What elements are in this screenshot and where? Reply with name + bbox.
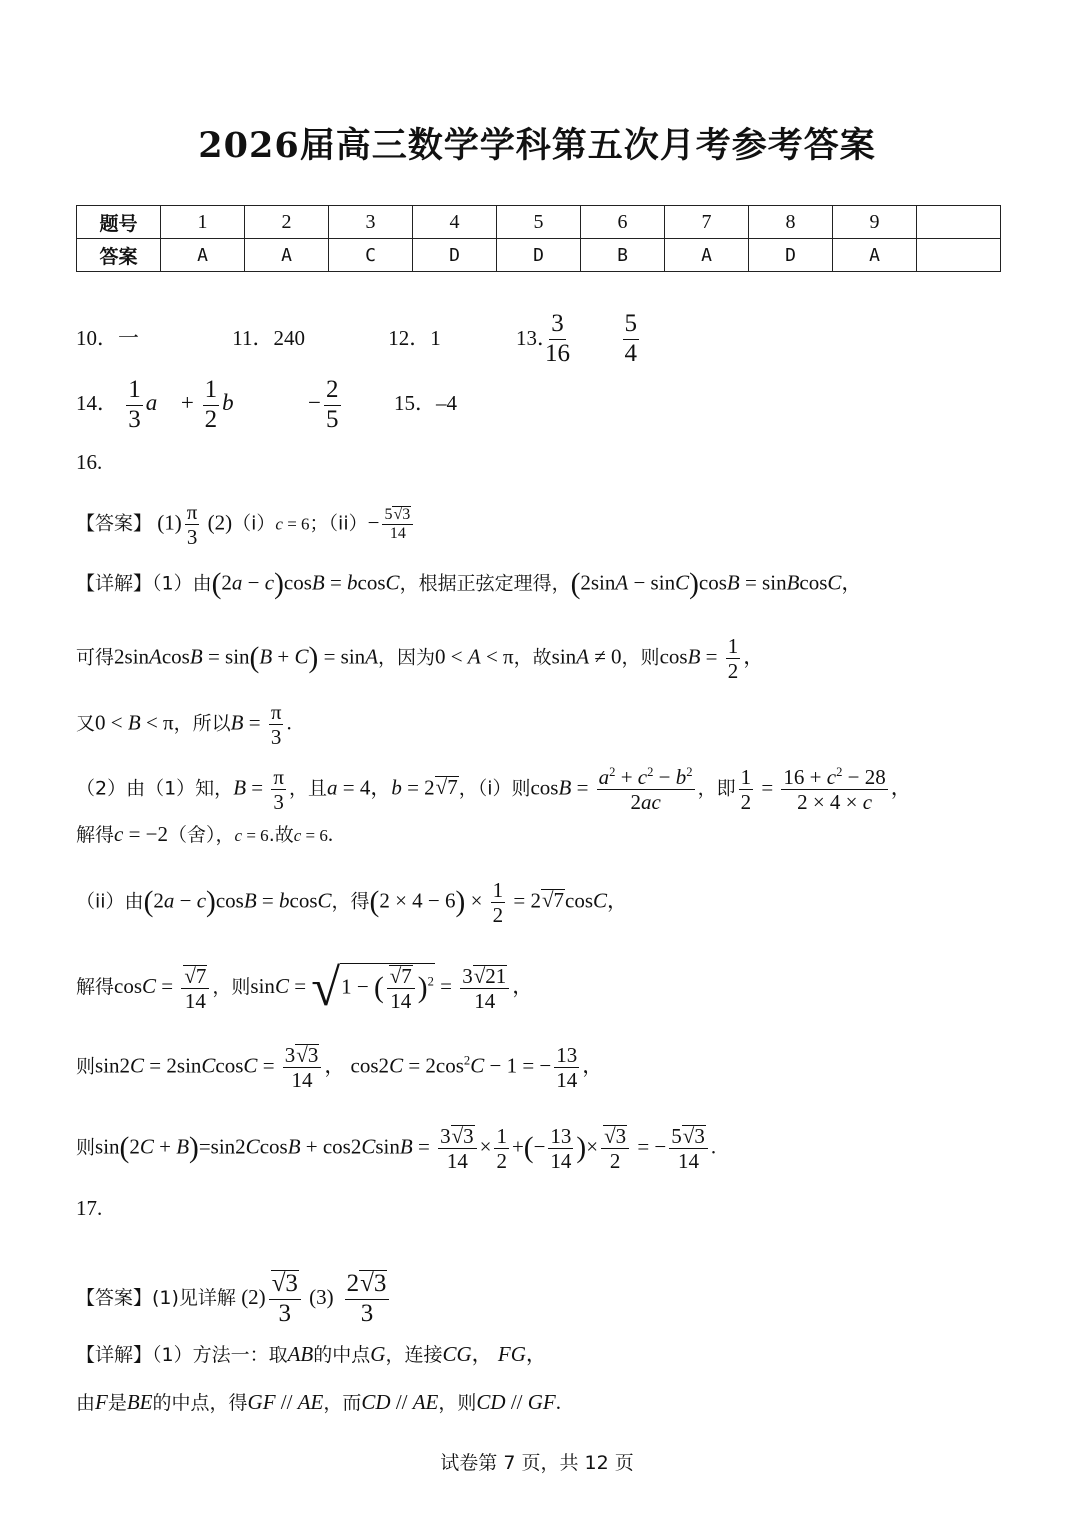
- fraction: $\frac{1}{3}$: [128, 376, 141, 433]
- fraction: $\frac{a^2 + c^2 - b^2}{2ac}$: [598, 765, 693, 815]
- text: 可得: [76, 646, 115, 669]
- fraction: $\frac{\pi}{3}$: [186, 500, 198, 550]
- text: ，（i）则: [458, 777, 531, 800]
- fraction: $\frac{2}{5}$: [326, 376, 339, 433]
- table-cell: 3: [329, 206, 413, 239]
- fill-answers-row-2: 14． $\frac{1}{3}$ a⃗ + $\frac{1}{2}$ b⃗ − $\frac{2}{5}$ 15．–4: [76, 376, 457, 433]
- table-cell: 6: [581, 206, 665, 239]
- table-cell: A: [161, 239, 245, 272]
- q16-detail-line-1: 【详解】（1）由(2a − c)cosB = bcosC，根据正弦定理得，(2sinA − sinC)cosB = sinBcosC，: [76, 568, 863, 600]
- page-title: 2026届高三数学学科第五次月考参考答案: [198, 125, 876, 166]
- fraction: $\frac{2√ 3}{3}$: [345, 1270, 390, 1329]
- fraction: $\frac{3√ 3}{14}$: [283, 1043, 322, 1092]
- fraction: $\frac{1}{2}$: [492, 878, 504, 928]
- text: ，则: [212, 976, 251, 999]
- detail-label: 【详解】: [76, 572, 153, 595]
- fraction: $\frac{\pi}{3}$: [270, 700, 282, 750]
- q16-detail-line-4: （2）由（1）知，B = $\frac{\pi}{3}$ ，且a = 4，b = 2√ 7，（i）则cosB = $\frac{a^2 + c^2 - b^2}{2ac}$ ，即 $\frac{1}{2}$ = $\frac{16 + c^2 - 28}{2 \times 4 \times c}$ ，: [76, 765, 912, 814]
- answer-q15: 15．–4: [394, 391, 457, 416]
- text: ，因为: [378, 646, 436, 669]
- q16-number: 16.: [76, 450, 103, 474]
- fraction: $\frac{\pi}{3}$: [273, 765, 284, 815]
- answer-q11: 11．240: [232, 326, 305, 350]
- table-cell: A: [245, 239, 329, 272]
- fraction: √ $\frac{3}{3}$: [269, 1270, 301, 1329]
- text: （ii）由: [76, 890, 144, 913]
- text: ，故: [513, 646, 552, 669]
- table-cell: D: [413, 239, 497, 272]
- text: 解得: [76, 976, 115, 999]
- answer-text: (1)见详解: [152, 1287, 236, 1310]
- text: ，连接: [385, 1344, 443, 1366]
- q17-answer: 【答案】(1)见详解 (2) √ $\frac{3}{3}$ (3) $\frac{2√ 3}{3}$: [76, 1270, 392, 1329]
- table-cell: A: [833, 239, 917, 272]
- answer-q13-label: 13．: [515, 326, 558, 350]
- fraction: $\frac{5}{4}$: [624, 310, 637, 367]
- page-footer: 试卷第 7 页，共 12 页: [440, 1452, 634, 1474]
- fraction: $\frac{13}{14}$: [556, 1043, 578, 1093]
- fraction: $\frac{1}{2}$: [204, 376, 218, 433]
- text: 又: [76, 712, 96, 735]
- answer-table: [76, 205, 1001, 272]
- fraction: $\frac{1}{2}$: [727, 634, 739, 684]
- table-cell: A: [665, 239, 749, 272]
- q16-detail-line-8: 则sin2C = 2sinCcosC = $\frac{3√ 3}{14}$ ， $\cos 2C = 2\cos^2C - 1$ = − $\frac{13}{14}$ ，: [76, 1043, 603, 1092]
- fraction: $\frac{16 + c^2 - 28}{2 \times 4 \times c}$: [783, 765, 886, 815]
- text: ，即: [697, 777, 736, 800]
- fraction: $\frac{3√ 21}{14}$: [460, 964, 509, 1013]
- text: ，得: [331, 890, 370, 913]
- text: ，而: [323, 1392, 362, 1414]
- text: ，且: [288, 777, 327, 800]
- q16-answer: 【答案】 (1) $\frac{\pi}{3}$ (2)（i）c = 6；（ii）− $\frac{5√ 3}{14}$: [76, 500, 416, 549]
- table-cell: 7: [665, 206, 749, 239]
- answer-label: 【答案】: [76, 512, 153, 535]
- q17-detail-line-2: 由F是BE的中点，得GF // AE，而CD // AE，则CD // GF.: [76, 1390, 562, 1414]
- table-cell: B: [581, 239, 665, 272]
- text: （1）由: [152, 572, 212, 595]
- q16-detail-line-9: 则sin(2C + B)=sin2CcosB + cos2CsinB = $\frac{3√ 3}{14}$ × $\frac{1}{2}$ +(− $\frac{13}{14}$ )× √ $\frac{3}{2}$ = − $\frac{5√ 3}{14}$ .: [76, 1124, 716, 1173]
- fraction: $\frac{1}{2}$: [496, 1124, 507, 1174]
- q16-detail-line-6: （ii）由(2a − c)cosB = bcosC，得(2 × 4 − 6) × $\frac{1}{2}$ = 2√ 7cosC，: [76, 878, 628, 927]
- table-cell: D: [497, 239, 581, 272]
- table-cell: [917, 239, 1001, 272]
- answer-q12: 12．1: [388, 326, 441, 350]
- q16-detail-line-3: 又0 < B < π，所以B = $\frac{\pi}{3}$ .: [76, 700, 292, 750]
- answer-label: 【答案】: [76, 1287, 153, 1310]
- table-cell: C: [329, 239, 413, 272]
- answer-q13-fractions: [540, 310, 642, 369]
- table-cell: 8: [749, 206, 833, 239]
- text: ，则: [621, 646, 660, 669]
- fraction: √ $\frac{3}{2}$: [601, 1124, 629, 1173]
- fraction: $\frac{3√ 3}{14}$: [438, 1124, 477, 1173]
- fraction: $\frac{5√ 3}{14}$: [382, 506, 413, 544]
- text: 是: [107, 1392, 127, 1414]
- text: （舍），: [168, 824, 235, 846]
- text: 的中点: [313, 1344, 371, 1366]
- table-row-answers: [77, 239, 1001, 272]
- fraction: $\frac{1}{2}$: [740, 765, 752, 815]
- table-cell: 4: [413, 206, 497, 239]
- q16-detail-line-5: 解得c = −2（舍），c = 6.故c = 6.: [76, 822, 334, 846]
- table-cell: D: [749, 239, 833, 272]
- table-cell: [917, 206, 1001, 239]
- fraction: √ $\frac{7}{14}$: [387, 964, 415, 1013]
- table-cell: 1: [161, 206, 245, 239]
- fraction: $\frac{3}{16}$: [545, 310, 570, 367]
- text: 的中点，得: [152, 1392, 248, 1414]
- row-label-answer: 答案: [77, 239, 161, 272]
- table-cell: 9: [833, 206, 917, 239]
- fraction: $\frac{13}{14}$: [550, 1124, 572, 1174]
- q17-detail-line-1: 【详解】（1）方法一：取AB的中点G，连接CG， FG，: [76, 1342, 547, 1366]
- text: （2）由（1）知，: [76, 777, 234, 800]
- table-cell: 5: [497, 206, 581, 239]
- table-cell: 2: [245, 206, 329, 239]
- row-label-number: 题号: [77, 206, 161, 239]
- text: 则: [76, 1055, 96, 1078]
- q16-detail-line-7: 解得cosC = √ $\frac{7}{14}$ ，则sinC = √1 − ( √ $\frac{7}{14}$ )$^2$ = $\frac{3√ 21}{14}$ ，: [76, 962, 533, 1015]
- q16-detail-line-2: 可得2sinAcosB = sin(B + C) = sinA，因为0 < A < π，故sinA ≠ 0，则cosB = $\frac{1}{2}$ ，: [76, 634, 765, 684]
- text: （1）方法一：取: [152, 1344, 288, 1366]
- table-row-numbers: [77, 206, 1001, 239]
- text: ，则: [438, 1392, 477, 1414]
- text: ，所以: [173, 712, 231, 735]
- text: 则: [76, 1136, 96, 1159]
- text: .故: [268, 824, 294, 846]
- fraction: √ $\frac{7}{14}$: [181, 964, 209, 1013]
- text: 解得: [76, 824, 115, 846]
- text: ，根据正弦定理得，: [399, 572, 571, 595]
- fraction: $\frac{5√ 3}{14}$: [669, 1124, 708, 1173]
- answer-q10: 10．一: [76, 326, 139, 350]
- text: 由: [76, 1392, 96, 1414]
- q17-number: 17.: [76, 1196, 103, 1220]
- fill-answers-row-1: [76, 328, 558, 349]
- detail-label: 【详解】: [76, 1344, 153, 1366]
- answer-q14-label: 14．: [76, 391, 118, 416]
